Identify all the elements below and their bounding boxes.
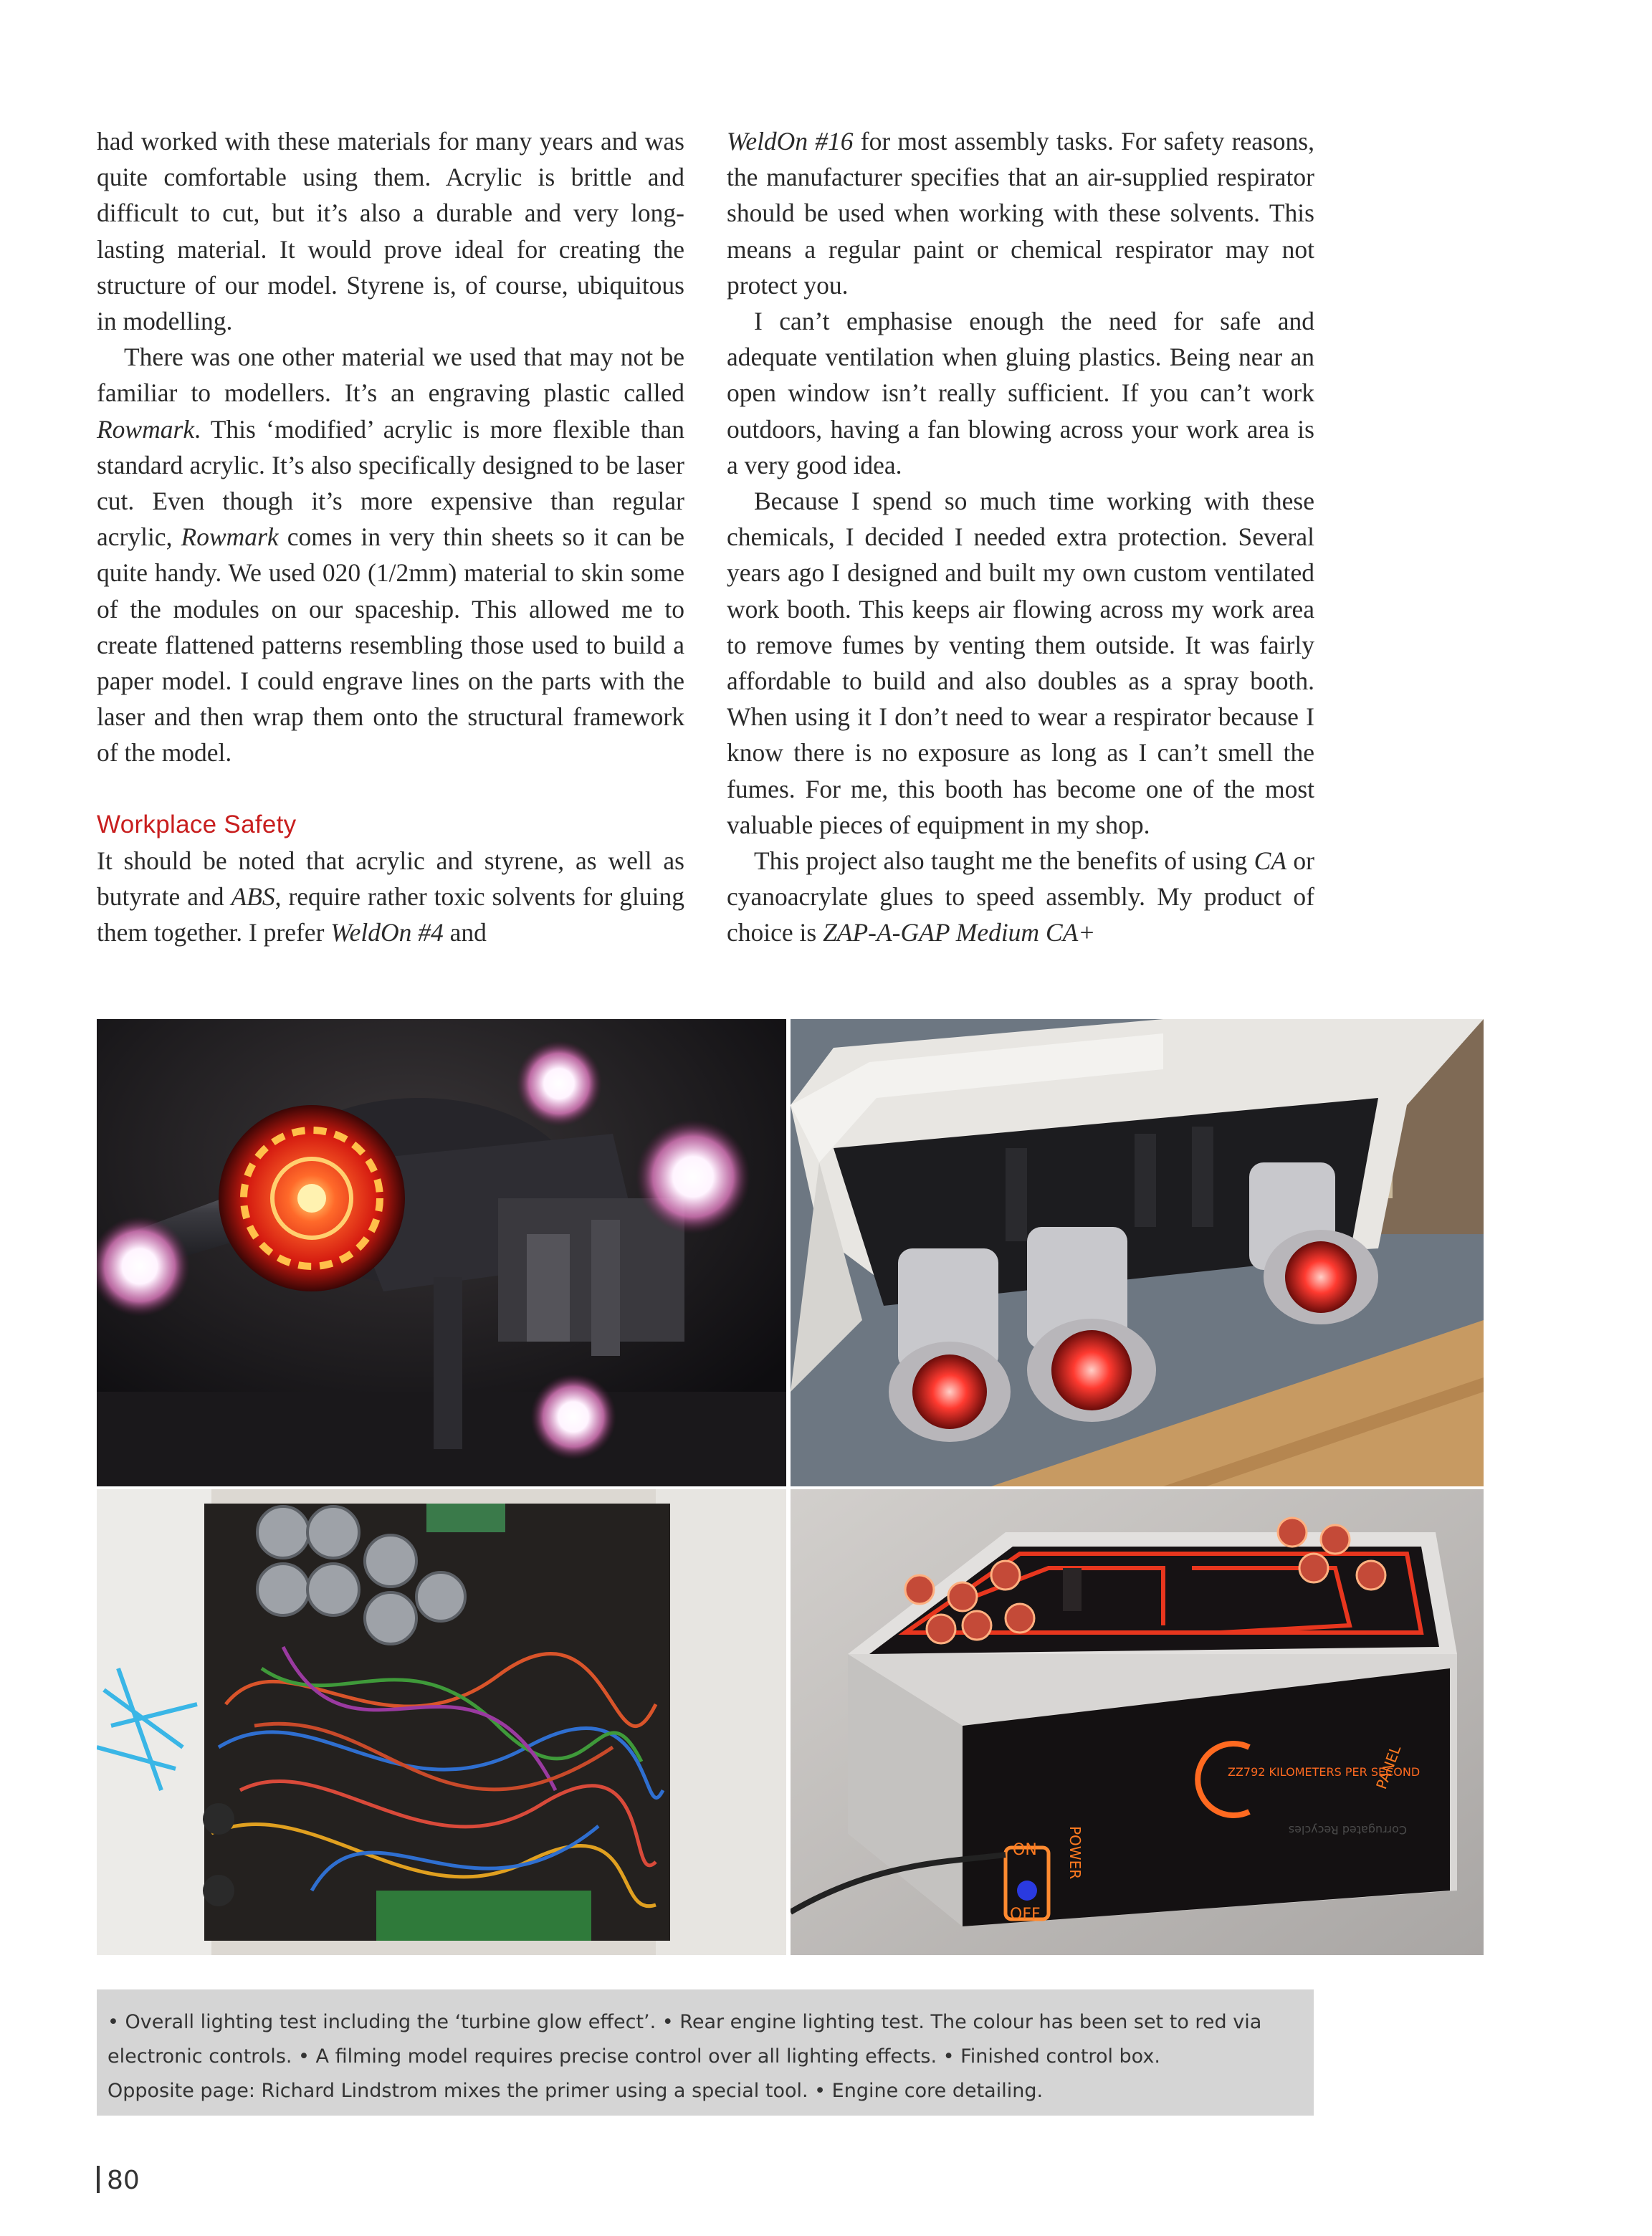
italic-run: WeldOn #16: [727, 127, 854, 156]
off-label: OFF: [1010, 1906, 1041, 1924]
paragraph: I can’t emphasise enough the need for safe and adequate ventilation when gluing plastics. Being near an open window isn’t really sufficient. If you can’t work outdoors, having a fan blowing across your work area is a very good idea.: [727, 307, 1314, 479]
recycle-sticker: Corrugated Recycles: [1288, 1823, 1407, 1837]
caption-line: electronic controls. • A filming model requires precise control over all lighting effects. • Finished control box.: [108, 2045, 1160, 2068]
text-run: comes in very thin sheets so it can be quite handy. We used 020 (1/2mm) material to skin some of the modules on our spaceship. This allowed me to create flattened patterns resembling those used to build a paper model. I could engrave lines on the parts with the laser and then wrap them onto the structural framework of the model.: [97, 522, 684, 768]
text-run: for most assembly tasks. For safety reasons, the manufacturer specifies that an air-supplied respirator should be used when working with these solvents. This means a regular paint or chemical respirator may not protect you.: [727, 127, 1314, 300]
paragraph: [727, 843, 1314, 951]
rear-engine-photo: [791, 1019, 1484, 1486]
display-label: ZZ792 KILOMETERS PER SECOND: [1228, 1765, 1421, 1779]
wiring-photo: [97, 1489, 786, 1955]
left-text-column: [97, 123, 684, 950]
paragraph: [97, 843, 684, 951]
paragraph: Because I spend so much time working with these chemicals, I decided I needed extra protection. Several years ago I designed and built my own custom ventilated work booth. This keeps air flowing across my work area to remove fumes by venting them outside. It was fairly affordable to build and also doubles as a spray booth. When using it I don’t need to wear a respirator because I know there is no exposure as long as I can’t smell the fumes. For me, this booth has become one of the most valuable pieces of equipment in my shop.: [727, 487, 1314, 839]
text-run: This project also taught me the benefits of using: [754, 846, 1254, 876]
photo-caption: [97, 1989, 1314, 2116]
caption-line: • Overall lighting test including the ‘turbine glow effect’. • Rear engine lighting test. The colour has been set to red via: [108, 2011, 1262, 2033]
page-number-text: 80: [107, 2166, 140, 2195]
right-text-column: [727, 123, 1314, 951]
turbine-glow-photo: [97, 1019, 786, 1486]
section-heading: Workplace Safety: [97, 810, 297, 838]
rear-engine-illustration: [791, 1019, 1484, 1486]
text-run: and: [443, 918, 487, 947]
italic-run: ABS: [231, 882, 275, 911]
paragraph: had worked with these materials for many years and was quite comfortable using them. Acrylic is brittle and difficult to cut, but it’s also a durable and very long-lasting material. It would prove ideal for creating the structure of our model. Styrene is, of course, ubiquitous in modelling.: [97, 127, 684, 336]
wiring-illustration: [97, 1489, 786, 1955]
paragraph: [97, 339, 684, 770]
panel-label: PANEL: [1372, 1743, 1405, 1792]
italic-run: Rowmark: [97, 414, 195, 444]
text-run: . This ‘modified’ acrylic is more flexible than standard acrylic. It’s also specifically designed to be laser cut. Even though it’s more expensive than regular acrylic,: [97, 414, 684, 552]
italic-run: WeldOn #4: [330, 918, 444, 947]
page-number-rule: [97, 2166, 100, 2193]
italic-run: CA: [1254, 846, 1287, 876]
page-number: [97, 2166, 140, 2195]
italic-run: Rowmark: [181, 522, 279, 552]
control-box-photo: [791, 1489, 1484, 1955]
power-label: POWER: [1066, 1826, 1084, 1880]
italic-run: ZAP-A-GAP Medium CA+: [823, 918, 1096, 947]
text-run: or cyanoacrylate glues to speed assembly. My product of choice is: [727, 846, 1314, 947]
control-box-illustration: [791, 1489, 1484, 1955]
text-run: There was one other material we used that may not be familiar to modellers. It’s an engraving plastic called: [97, 343, 684, 408]
on-label: ON: [1013, 1841, 1037, 1859]
text-run: It should be noted that acrylic and styrene, as well as butyrate and: [97, 846, 684, 911]
text-run: , require rather toxic solvents for gluing them together. I prefer: [97, 882, 684, 947]
caption-line: Opposite page: Richard Lindstrom mixes the primer using a special tool. • Engine core detailing.: [108, 2080, 1044, 2102]
paragraph: [727, 123, 1314, 303]
turbine-glow-illustration: [97, 1019, 786, 1486]
